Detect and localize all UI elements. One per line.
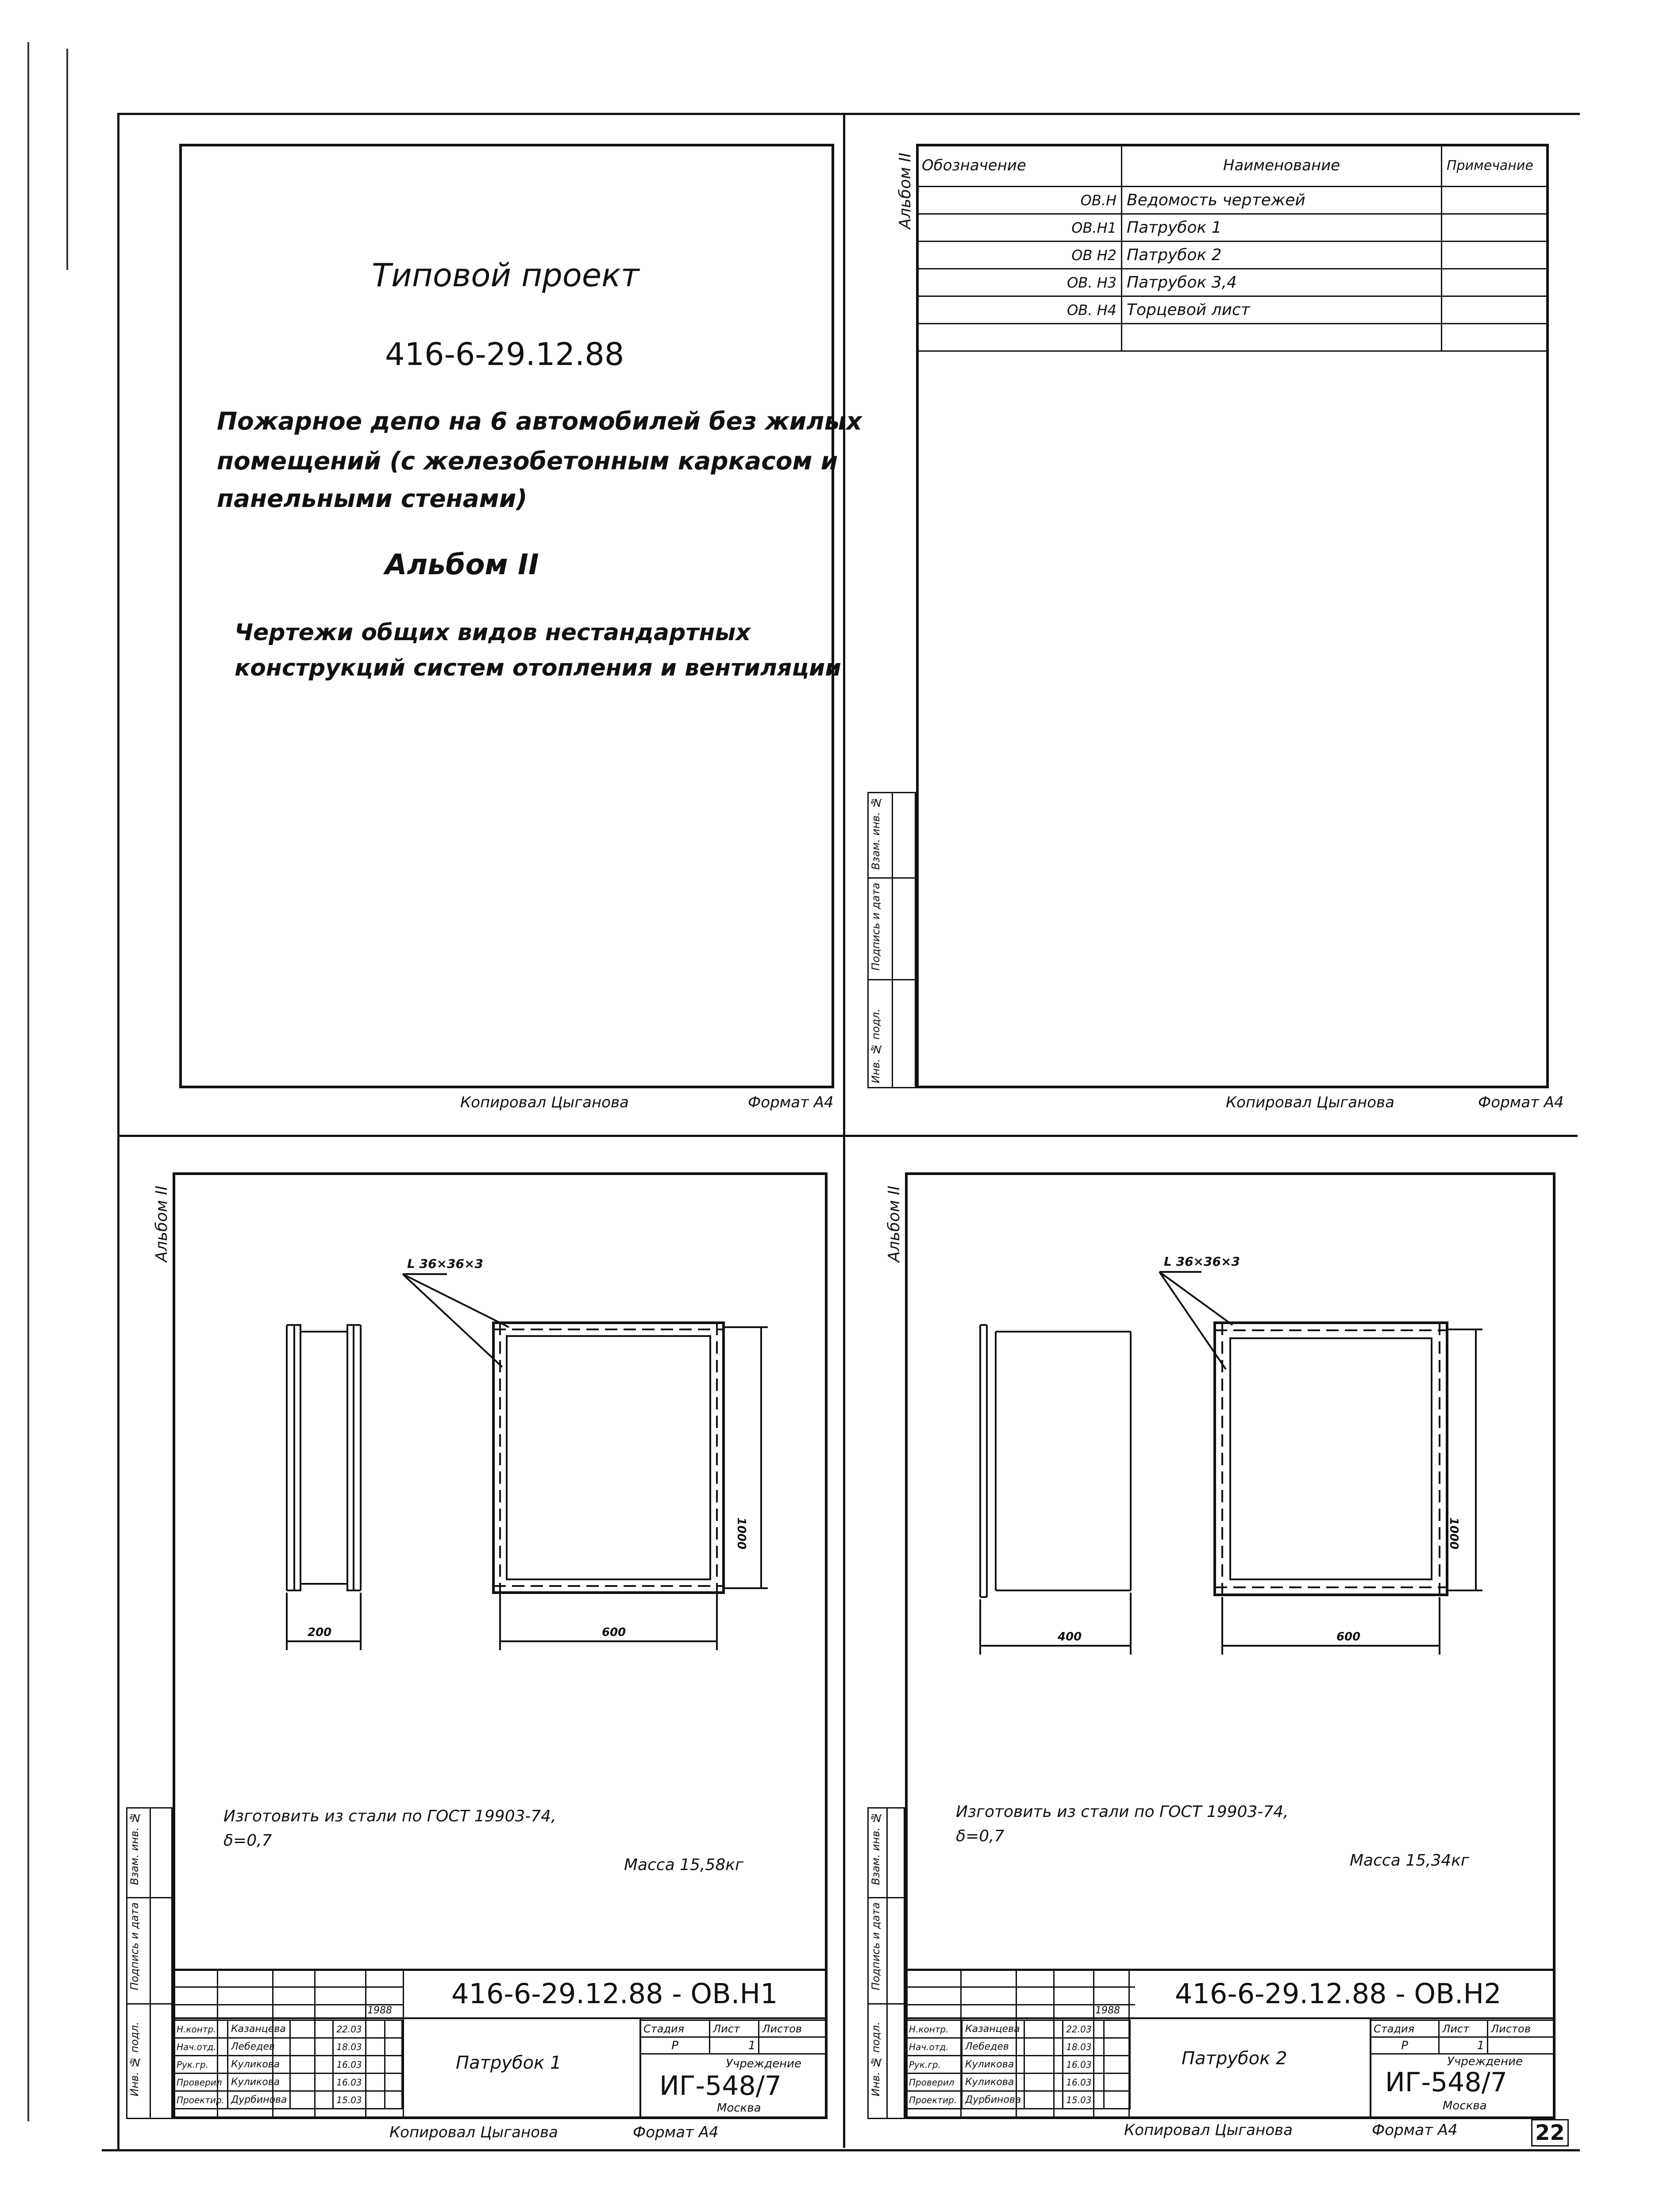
role: Рук.гр. <box>173 2056 228 2074</box>
role: Н.контр. <box>173 2020 228 2038</box>
signature <box>290 2056 333 2074</box>
project-description-line3: панельными стенами) <box>217 484 527 513</box>
stamp-label: Инв. № подл. <box>128 2022 141 2097</box>
list-cell: Патрубок 2 <box>1122 242 1442 269</box>
date: 15.03 <box>1063 2091 1104 2109</box>
signature <box>1024 2056 1063 2074</box>
copied-by: Копировал Цыганова <box>1124 2121 1293 2139</box>
date: 22.03 <box>1063 2020 1104 2038</box>
list-cell: Ведомость чертежей <box>1122 187 1442 214</box>
project-number: 416-6-29.12.88 <box>385 336 624 373</box>
stage-header: Стадия <box>640 2020 710 2037</box>
stamp-label: Взам. инв. № <box>128 1812 141 1885</box>
list-cell: ОВ. Н4 <box>917 296 1122 324</box>
list-cell <box>1442 187 1548 214</box>
signature <box>1024 2091 1063 2109</box>
thickness-note: δ=0,7 <box>956 1827 1005 1845</box>
stage-table <box>639 2020 828 2055</box>
part-name: Патрубок 1 <box>456 2053 562 2073</box>
stage-value: 1 <box>710 2037 759 2054</box>
copied-by: Копировал Цыганова <box>1226 1094 1394 1111</box>
date: 16.03 <box>333 2056 385 2074</box>
front-width-dimension: 600 <box>1336 1630 1361 1644</box>
role: Н.контр. <box>906 2020 962 2038</box>
drawing-list-table <box>916 144 1549 352</box>
height-dimension: 1000 <box>735 1517 748 1550</box>
signature <box>290 2020 333 2038</box>
stage-value: Р <box>640 2037 710 2054</box>
width-dimension: 400 <box>1058 1630 1082 1644</box>
signature <box>1024 2074 1063 2091</box>
date: 15.03 <box>333 2091 385 2109</box>
material-note: Изготовить из стали по ГОСТ 19903-74, <box>956 1803 1289 1821</box>
list-cell: Патрубок 1 <box>1122 214 1442 242</box>
stamp-label: Инв. № подл. <box>870 1009 882 1083</box>
mass-label: Масса 15,34кг <box>1350 1851 1469 1870</box>
stamp-label: Взам. инв. № <box>870 796 882 870</box>
stage-header: Стадия <box>1371 2020 1439 2037</box>
institution-label: Учреждение <box>1447 2055 1523 2068</box>
institution-code: ИГ-548/7 <box>1385 2067 1508 2098</box>
role: Проверил <box>173 2074 228 2091</box>
project-description-line1: Пожарное депо на 6 автомобилей без жилых <box>217 407 862 435</box>
sheet-format: Формат А4 <box>748 1094 834 1111</box>
list-cell: ОВ. Н3 <box>917 269 1122 296</box>
person: Куликова <box>962 2056 1024 2074</box>
person: Дурбинова <box>228 2091 290 2109</box>
list-cell <box>1442 214 1548 242</box>
signature <box>290 2074 333 2091</box>
page-number: 22 <box>1531 2119 1569 2147</box>
stamp-label: Взам. инв. № <box>870 1812 882 1885</box>
sheet-format: Формат А4 <box>633 2124 719 2141</box>
header-name: Наименование <box>1122 145 1442 187</box>
role: Проектир. <box>173 2091 228 2109</box>
sheet-format: Формат А4 <box>1478 1094 1564 1111</box>
list-cell <box>917 324 1122 351</box>
copied-by: Копировал Цыганова <box>389 2124 558 2141</box>
person: Куликова <box>962 2074 1024 2091</box>
list-cell <box>1442 269 1548 296</box>
album-side-label: Альбом II <box>896 153 914 229</box>
list-cell: ОВ.Н <box>917 187 1122 214</box>
copied-by: Копировал Цыганова <box>460 1094 629 1111</box>
project-description-line2: помещений (с железобетонным каркасом и <box>217 447 838 475</box>
date: 16.03 <box>333 2074 385 2091</box>
city: Москва <box>717 2101 761 2115</box>
album-side-label: Альбом II <box>885 1186 903 1262</box>
person: Куликова <box>228 2056 290 2074</box>
thickness-note: δ=0,7 <box>223 1832 272 1850</box>
role: Нач.отд. <box>906 2038 962 2056</box>
date: 18.03 <box>1063 2038 1104 2056</box>
signature <box>290 2091 333 2109</box>
mass-label: Масса 15,58кг <box>624 1856 743 1874</box>
list-cell <box>1442 296 1548 324</box>
stage-value <box>1488 2037 1555 2054</box>
date: 16.03 <box>1063 2074 1104 2091</box>
header-designation: Обозначение <box>917 145 1122 187</box>
stage-header: Лист <box>1439 2020 1488 2037</box>
year: 1988 <box>367 2005 392 2016</box>
material-note: Изготовить из стали по ГОСТ 19903-74, <box>223 1807 556 1825</box>
stage-header: Листов <box>1488 2020 1555 2037</box>
stamp-label: Инв. № подл. <box>870 2022 882 2097</box>
width-dimension: 200 <box>308 1626 332 1639</box>
person: Лебедев <box>962 2038 1024 2056</box>
date: 18.03 <box>333 2038 385 2056</box>
height-dimension: 1000 <box>1447 1517 1460 1550</box>
code-underline <box>173 2017 828 2019</box>
album-subtitle-line2: конструкций систем отопления и вентиляции <box>235 655 841 681</box>
role: Проектир. <box>906 2091 962 2109</box>
stage-value: 1 <box>1439 2037 1488 2054</box>
institution-label: Учреждение <box>726 2057 801 2070</box>
list-cell <box>1122 324 1442 351</box>
person: Дурбинова <box>962 2091 1024 2109</box>
list-cell <box>1442 324 1548 351</box>
stage-value: Р <box>1371 2037 1439 2054</box>
header-note: Примечание <box>1442 145 1548 187</box>
album-subtitle-line1: Чертежи общих видов нестандартных <box>235 619 751 646</box>
list-cell: ОВ Н2 <box>917 242 1122 269</box>
role: Нач.отд. <box>173 2038 228 2056</box>
role: Проверил <box>906 2074 962 2091</box>
stage-table <box>1370 2020 1555 2055</box>
person: Лебедев <box>228 2038 290 2056</box>
album-side-label: Альбом II <box>153 1186 171 1262</box>
scan-edge-line <box>27 42 29 2121</box>
list-cell: ОВ.Н1 <box>917 214 1122 242</box>
duct-drawing <box>173 1172 828 1792</box>
date: 16.03 <box>1063 2056 1104 2074</box>
stamp-label: Подпись и дата <box>870 883 882 971</box>
stamp-label: Подпись и дата <box>870 1902 882 1990</box>
year: 1988 <box>1095 2005 1120 2016</box>
code-underline <box>905 2017 1555 2019</box>
institution-code: ИГ-548/7 <box>659 2070 782 2101</box>
angle-profile-label: L 36×36×3 <box>407 1256 483 1271</box>
stage-header: Листов <box>759 2020 827 2037</box>
person: Казанцева <box>228 2020 290 2038</box>
list-cell: Патрубок 3,4 <box>1122 269 1442 296</box>
list-cell <box>1442 242 1548 269</box>
person: Казанцева <box>962 2020 1024 2038</box>
signature <box>290 2038 333 2056</box>
stage-value <box>759 2037 827 2054</box>
city: Москва <box>1443 2099 1487 2112</box>
person: Куликова <box>228 2074 290 2091</box>
people-table <box>905 2020 1131 2109</box>
horizontal-divider <box>117 1135 1578 1137</box>
date: 22.03 <box>333 2020 385 2038</box>
signature <box>1024 2038 1063 2056</box>
scan-edge-line <box>66 49 68 270</box>
list-cell: Торцевой лист <box>1122 296 1442 324</box>
front-width-dimension: 600 <box>602 1626 626 1639</box>
stamp-label: Подпись и дата <box>128 1902 141 1990</box>
signature <box>1024 2020 1063 2038</box>
drawing-code: 416-6-29.12.88 - ОВ.Н1 <box>451 1978 778 2010</box>
drawing-code: 416-6-29.12.88 - ОВ.Н2 <box>1175 1978 1502 2010</box>
people-table <box>173 2020 403 2109</box>
bottom-border <box>102 2149 1580 2151</box>
project-title: Типовой проект <box>372 257 639 294</box>
angle-profile-label: L 36×36×3 <box>1164 1254 1240 1269</box>
stage-header: Лист <box>710 2020 759 2037</box>
sheet-format: Формат А4 <box>1372 2121 1458 2139</box>
part-name: Патрубок 2 <box>1182 2048 1287 2069</box>
role: Рук.гр. <box>906 2056 962 2074</box>
album-title: Альбом II <box>385 549 539 581</box>
